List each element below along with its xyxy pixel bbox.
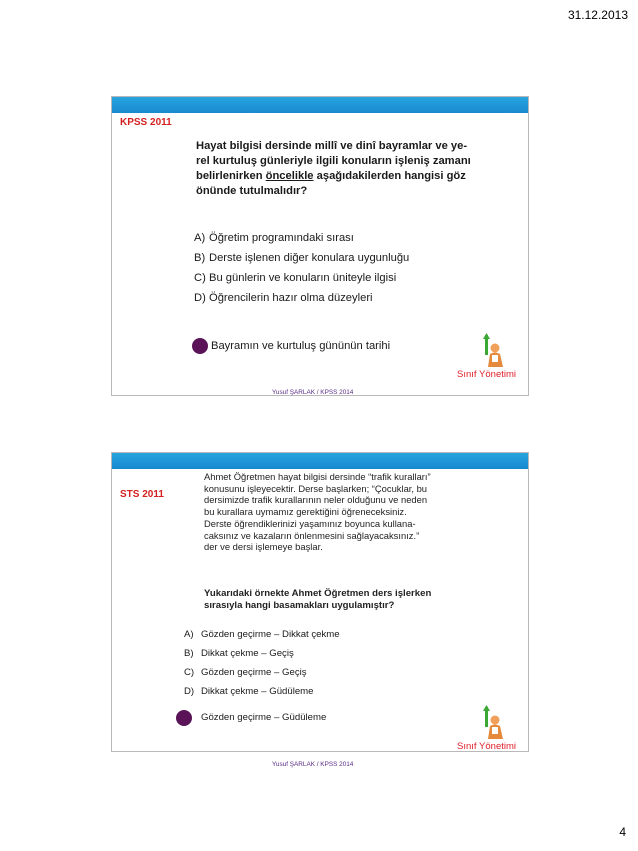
- option-text: Gözden geçirme – Geçiş: [201, 667, 307, 678]
- option-c: C) Gözden geçirme – Geçiş: [184, 667, 340, 686]
- option-text: Öğretim programındaki sırası: [209, 232, 354, 244]
- scenario-line: Ahmet Öğretmen hayat bilgisi dersinde “trafik kuralları”: [204, 471, 431, 482]
- options-list: [194, 231, 409, 311]
- scenario-line: dersimizde trafik kurallarının neler olduğunu ve neden: [204, 494, 428, 506]
- correct-answer-text: Bayramın ve kurtuluş gününün tarihi: [211, 340, 391, 352]
- question-line: belirlenirken öncelikle aşağıdakilerden hangisi göz: [196, 170, 466, 182]
- question-text: [204, 588, 474, 612]
- scenario-line: der ve dersi işlemeye başlar.: [204, 541, 323, 553]
- option-text: Derste işlenen diğer konulara uygunluğu: [209, 252, 410, 264]
- presenter-icon: [478, 333, 506, 367]
- presenter-icon: [478, 705, 506, 739]
- brand-text: Sınıf Yönetimi: [457, 741, 516, 752]
- slide-header-bar: [112, 97, 528, 113]
- slide-footer: Yusuf ŞARLAK / KPSS 2014: [272, 761, 354, 768]
- slide-footer: Yusuf ŞARLAK / KPSS 2014: [272, 389, 354, 396]
- slide-header-bar: [112, 453, 528, 469]
- scenario-line: caksınız ve kazaların önlenmesini sağlayacaksınız.”: [204, 529, 420, 541]
- question-line: Hayat bilgisi dersinde millî ve dinî bayramlar ve ye-: [196, 140, 468, 152]
- answer-marker-icon: [192, 338, 208, 354]
- question-line: sırasıyla hangi basamakları uygulamıştır?: [204, 600, 395, 611]
- page-number: 4: [619, 825, 626, 839]
- option-text: Gözden geçirme – Dikkat çekme: [201, 629, 340, 640]
- page-date: 31.12.2013: [567, 8, 628, 22]
- question-line: önünde tutulmalıdır?: [196, 185, 308, 197]
- exam-label: KPSS 2011: [120, 117, 172, 128]
- question-text: [196, 139, 496, 199]
- slide-sts-2011: [111, 452, 529, 768]
- slide-kpss-2011: [111, 96, 529, 396]
- option-text: Öğrencilerin hazır olma düzeyleri: [209, 292, 373, 304]
- option-b: B) Derste işlenen diğer konulara uygunluğu: [194, 251, 409, 271]
- option-a: A) Gözden geçirme – Dikkat çekme: [184, 629, 340, 648]
- scenario-line: bu kurallara uymamız gerektiğini öğreneceksiniz.: [204, 506, 407, 518]
- option-text: Dikkat çekme – Geçiş: [201, 648, 294, 659]
- option-d: D) Öğrencilerin hazır olma düzeyleri: [194, 291, 409, 311]
- option-c: C) Bu günlerin ve konuların üniteyle ilgisi: [194, 271, 409, 291]
- option-d: D) Dikkat çekme – Güdüleme: [184, 686, 340, 705]
- question-line: Yukarıdaki örnekte Ahmet Öğretmen ders işlerken: [204, 588, 432, 599]
- exam-label: STS 2011: [120, 489, 164, 500]
- question-emphasis: öncelikle: [265, 170, 314, 182]
- correct-answer-text: Gözden geçirme – Güdüleme: [201, 712, 327, 723]
- option-text: Dikkat çekme – Güdüleme: [201, 686, 314, 697]
- option-a: A) Öğretim programındaki sırası: [194, 231, 409, 251]
- scenario-line: Derste öğrendiklerinizi yaşamınız boyunca kullana-: [204, 517, 416, 529]
- option-b: B) Dikkat çekme – Geçiş: [184, 648, 340, 667]
- brand-text: Sınıf Yönetimi: [457, 369, 516, 380]
- option-text: Bu günlerin ve konuların üniteyle ilgisi: [209, 272, 397, 284]
- scenario-text: [204, 471, 474, 553]
- answer-marker-icon: [176, 710, 192, 726]
- options-list: [184, 629, 340, 705]
- question-line: rel kurtuluş günleriyle ilgili konuların işleniş zamanı: [196, 155, 471, 167]
- scenario-line: konusunu işleyecektir. Derse başlarken; “Çocuklar, bu: [204, 482, 428, 494]
